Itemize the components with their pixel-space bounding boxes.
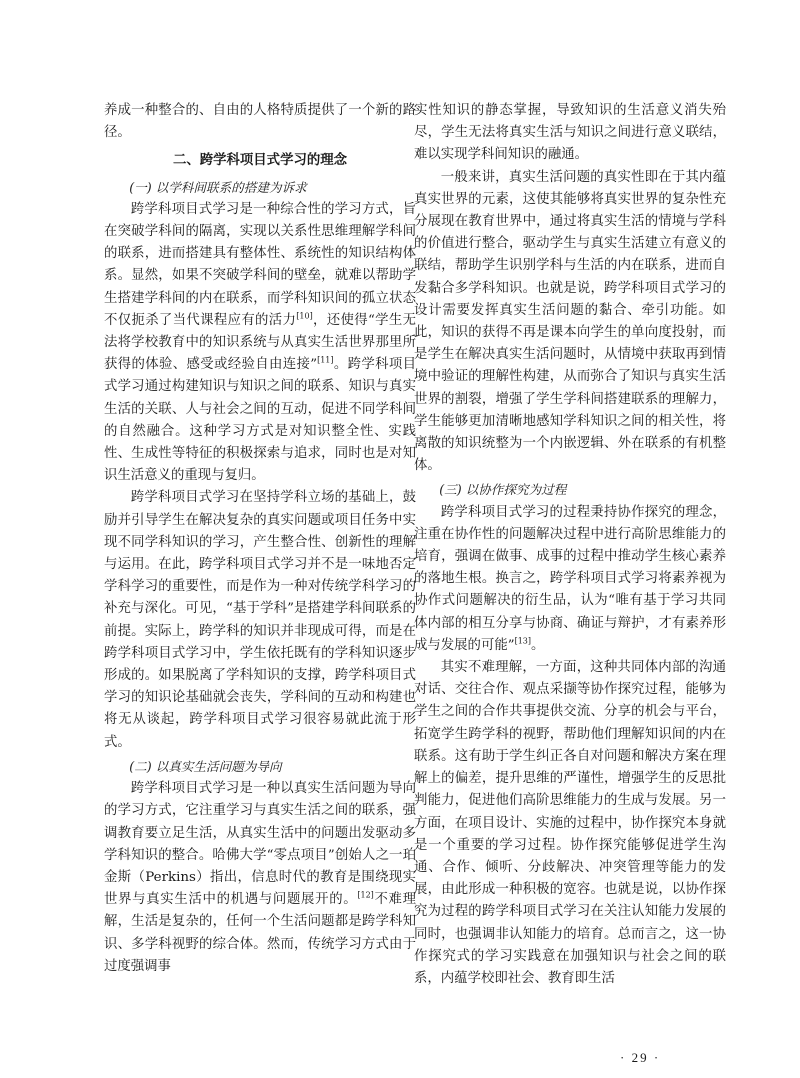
paragraph: 一般来讲，真实生活问题的真实性即在于其内蕴真实世界的元素，这使其能够将真实世界的复杂性充分展现在教育世界中，通过将真实生活的情境与学科的价值进行整合，驱动学生与真实生活建立有意义的联结，帮助学生识别学科与生活的内在联系，进而自发黏合多学科知识。也就是说，跨学科项目式学习的设计需要发挥真实生活问题的黏合、牵引功能。如此，知识的获得不再是课本向学生的单向度投射，而是学生在解决真实生活问题时，从情境中获取再到情境中验证的理解性构建，从而弥合了知识与真实生活世界的割裂，增强了学生学科间搭建联系的理解力，学生能够更加清晰地感知学科知识之间的相关性，将离散的知识统整为一个内嵌逻辑、外在联系的有机整体。 xyxy=(414,169,726,474)
text-run: 跨学科项目式学习是一种综合性的学习方式，旨在突破学科间的隔离，实现以关系性思维理解学科间的联系，进而搭建具有整体性、系统性的知识结构体系。显然，如果不突破学科间的壁垒，就难以帮助学生搭建学科间的内在联系，而学科知识间的孤立状态不仅扼杀了当代课程应有的活力 xyxy=(104,201,416,328)
text-run: 不难理解，生活是复杂的，任何一个生活问题都是跨学科知识、多学科视野的综合体。然而，传统学习方式由于过度强调事 xyxy=(104,892,417,974)
text-run: ，还使得“学生无法将学校教育中的知识系统与从真实生活世界那里所获得的体验、感受或经验自由连接” xyxy=(104,312,417,373)
paragraph xyxy=(104,199,416,488)
paragraph: 跨学科项目式学习在坚持学科立场的基础上，鼓励并引导学生在解决复杂的真实问题或项目任务中实现不同学科知识的学习，产生整合性、创新性的理解与运用。在此，跨学科项目式学习并不是一味地否定学科学习的重要性，而是作为一种对传统学科学习的补充与深化。可见，“基于学科”是搭建学科间联系的前提。实际上，跨学科的知识并非现成可得，而是在跨学科项目式学习中，学生依托既有的学科知识逐步形成的。如果脱离了学科知识的支撑，跨学科项目式学习的知识论基础就会丧失，学科间的互动和构建也将无从谈起，跨学科项目式学习很容易就此流于形式。 xyxy=(104,490,416,750)
text-run: 。 xyxy=(531,637,545,653)
paragraph xyxy=(104,778,416,978)
text-run: 跨学科项目式学习是一种以真实生活问题为导向的学习方式，它注重学习与真实生活之间的联系，强调教育要立足生活，从真实生活中的问题出发驱动多学科知识的整合。哈佛大学“零点项目”创始人之一珀金斯（Perkins）指出，信息时代的教育是围绕现实世界与真实生活中的机遇与问题展开的。 xyxy=(104,781,416,908)
citation-ref: [12] xyxy=(357,890,374,900)
right-column xyxy=(414,100,726,990)
text-run: 跨学科项目式学习的过程秉持协作探究的理念，注重在协作性的问题解决过程中进行高阶思维能力的培育，强调在做事、成事的过程中推动学生核心素养的落地生根。换言之，跨学科项目式学习将素养视为协作式问题解决的衍生品，认为“唯有基于学习共同体内部的相互分享与协商、确证与辩护，才有素养形成与发展的可能” xyxy=(414,504,726,653)
paragraph: 其实不难理解，一方面，这种共同体内部的沟通对话、交往合作、观点采撷等协作探究过程，能够为学生之间的合作共事提供交流、分享的机会与平台，拓宽学生跨学科的视野，帮助他们理解知识间的内在联系。这有助于学生纠正各自对问题和解决方案在理解上的偏差，提升思维的严谨性，增强学生的反思批判能力，促进他们高阶思维能力的生成与发展。另一方面，在项目设计、实施的过程中，协作探究本身就是一个重要的学习过程。协作探究能够促进学生沟通、合作、倾听、分歧解决、冲突管理等能力的发展，由此形成一种积极的宽容。也就是说，以协作探究为过程的跨学科项目式学习在关注认知能力发展的同时，也强调非认知能力的培育。总而言之，这一协作探究式的学习实践意在加强知识与社会之间的联系，内蕴学校即社会、教育即生活 xyxy=(414,660,726,986)
subsection-heading: (二) 以真实生活问题为导向 xyxy=(129,758,282,774)
paragraph: 实性知识的静态掌握，导致知识的生活意义消失殆尽，学生无法将真实生活与知识之间进行意义联结，难以实现学科间知识的融通。 xyxy=(414,103,726,163)
text-run: 。跨学科项目式学习通过构建知识与知识之间的联系、知识与真实生活的关联、人与社会之间的互动，促进不同学科间的自然融合。这种学习方式是对知识整全性、实践性、生成性等特征的积极探索与追求，同时也是对知识生活意义的重现与复归。 xyxy=(104,357,416,484)
citation-ref: [13] xyxy=(514,636,532,646)
citation-ref: [11] xyxy=(317,355,334,365)
left-column xyxy=(104,100,416,978)
citation-ref: [10] xyxy=(296,311,313,321)
page-number: · 29 · xyxy=(620,1050,661,1065)
section-heading: 二、跨学科项目式学习的理念 xyxy=(172,153,348,169)
subsection-heading: (三) 以协作探究为过程 xyxy=(439,482,567,498)
paragraph xyxy=(414,502,726,657)
subsection-heading: (一) 以学科间联系的搭建为诉求 xyxy=(129,179,307,195)
paragraph: 养成一种整合的、自由的人格特质提供了一个新的路径。 xyxy=(104,103,416,141)
